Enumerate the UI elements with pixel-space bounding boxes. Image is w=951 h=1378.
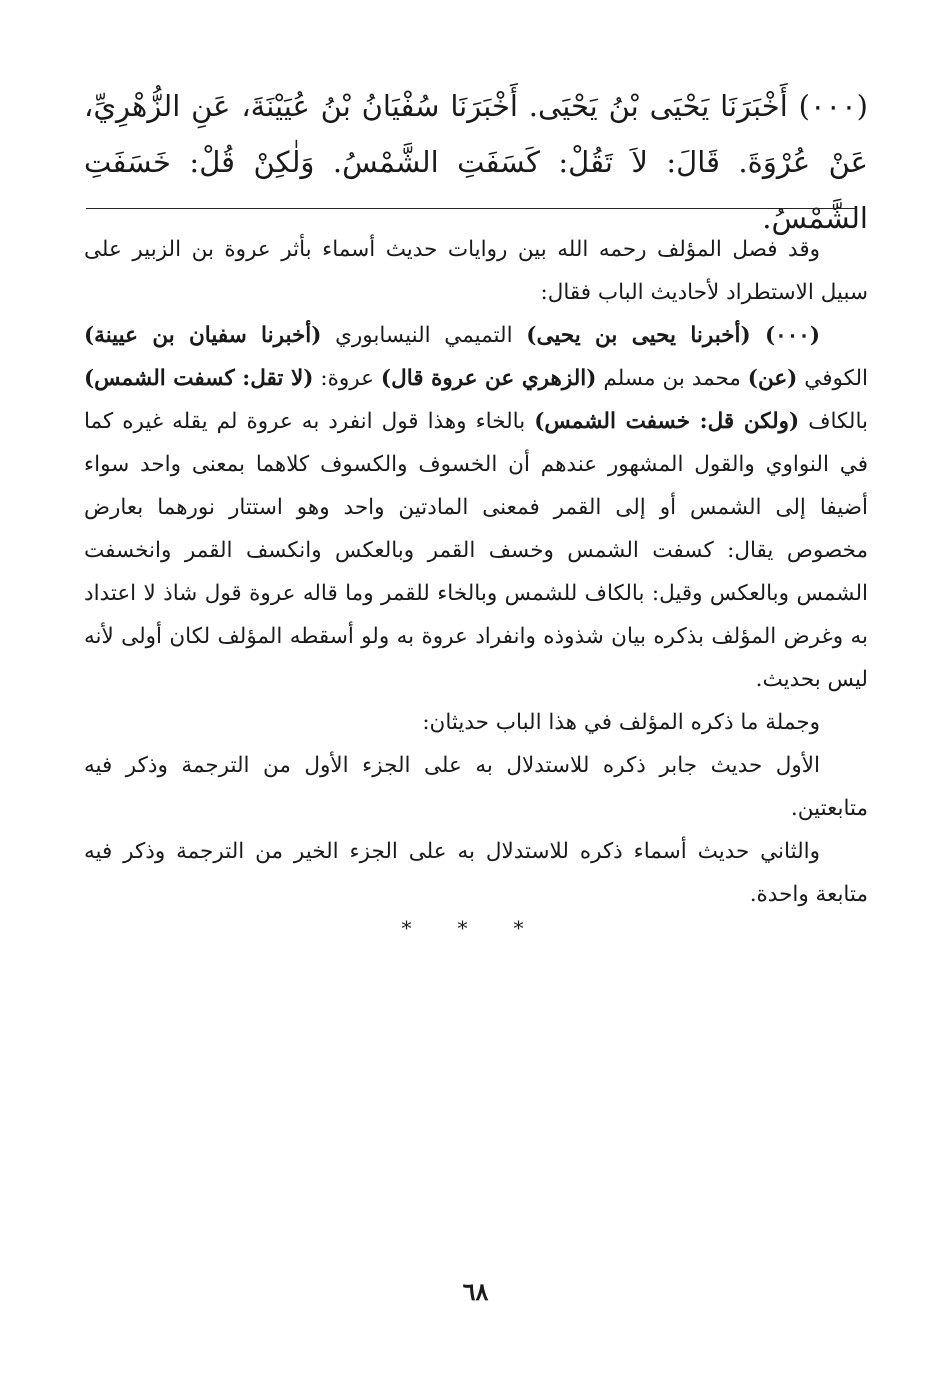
commentary-first-hadith: الأول حديث جابر ذكره للاستدلال به على الجزء الأول من الترجمة وذكر فيه متابعتين. bbox=[84, 753, 868, 821]
bold-narration-2: (أخبرنا سفيان بن عيينة) bbox=[84, 323, 322, 348]
commentary-explanation bbox=[84, 314, 868, 701]
text-span: بالخاء وهذا قول انفرد به عروة لم يقله غيره كما في النواوي والقول المشهور عندهم أن الخسوف والكسوف كلاهما بمعنى واحد سواء أضيفا إلى الشمس أو إلى القمر فمعنى المادتين واحد وهو استتار نورهما بعارض مخصوص يقال: كسفت الشمس وخسف القمر وبالعكس وانكسف القمر وانخسفت الشمس وبالعكس وقيل: بالكاف للشمس وبالخاء للقمر وما قاله عروة قول شاذ لا اعتداد به وغرض المؤلف بذكره بيان شذوذه وانفراد عروة به ولو أسقطه المؤلف لكان أولى لأنه ليس بحديث. bbox=[84, 409, 868, 692]
bold-narration-6: (ولكن قل: خسفت الشمس) bbox=[534, 409, 800, 434]
text-span: الكوفي bbox=[797, 366, 868, 391]
text-span: محمد بن مسلم bbox=[596, 366, 748, 391]
star-glyph: * bbox=[401, 916, 438, 940]
star-glyph: * bbox=[513, 916, 550, 940]
page-number: ٦٨ bbox=[462, 1277, 489, 1306]
text-span: بالكاف bbox=[799, 409, 868, 434]
divider-rule bbox=[86, 208, 856, 209]
section-separator bbox=[0, 916, 951, 940]
bold-narration-3: (عن) bbox=[747, 366, 798, 391]
bold-narration-5: (لا تقل: كسفت الشمس) bbox=[84, 366, 314, 391]
commentary-second-hadith: والثاني حديث أسماء ذكره للاستدلال به على الجزء الخير من الترجمة وذكر فيه متابعة واحدة. bbox=[84, 839, 868, 907]
text-span: عروة: bbox=[313, 366, 381, 391]
commentary-intro: وقد فصل المؤلف رحمه الله بين روايات حديث أسماء بأثر عروة بن الزبير على سبيل الاستطراد لأحاديث الباب فقال: bbox=[84, 237, 868, 305]
hadith-text: (٠٠٠) أَخْبَرَنَا يَحْيَى بْنُ يَحْيَى. أَخْبَرَنَا سُفْيَانُ بْنُ عُيَيْنَةَ، عَنِ الزُّهْرِيِّ، عَنْ عُرْوَةَ. قَالَ: لاَ تَقُلْ: كَسَفَتِ الشَّمْسُ. وَلٰكِنْ قُلْ: خَسَفَتِ الشَّمْسُ. bbox=[84, 89, 868, 235]
star-glyph: * bbox=[457, 916, 494, 940]
commentary bbox=[84, 228, 868, 916]
commentary-summary: وجملة ما ذكره المؤلف في هذا الباب حديثان: bbox=[422, 710, 820, 735]
text-span: التميمي النيسابوري bbox=[321, 323, 527, 348]
bold-narration-1: (٠٠٠) (أخبرنا يحيى بن يحيى) bbox=[526, 323, 821, 348]
bold-narration-4: (الزهري عن عروة قال) bbox=[380, 366, 597, 391]
